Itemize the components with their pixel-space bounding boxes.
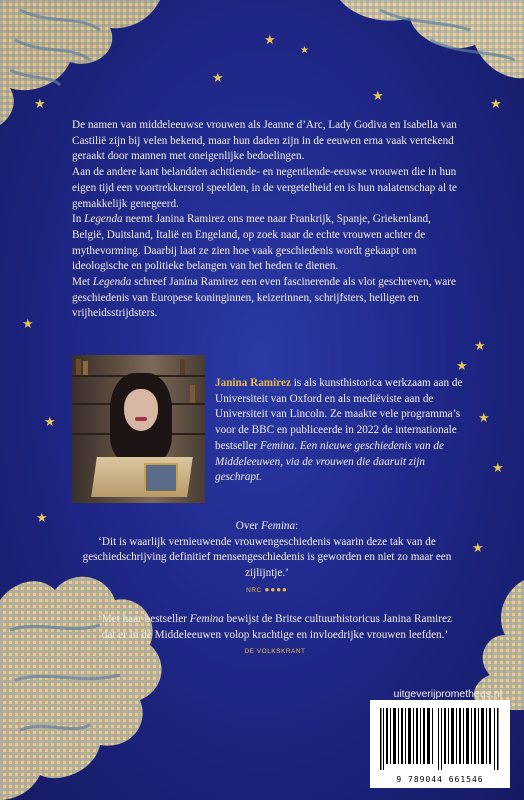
- star-icon: ★: [474, 339, 486, 354]
- author-photo: [72, 355, 205, 503]
- quote-text: [90, 612, 460, 643]
- star-icon: ★: [300, 45, 309, 56]
- book-title: Femina: [260, 439, 295, 452]
- book-title: Legenda: [84, 213, 123, 226]
- star-icon: ★: [264, 33, 276, 48]
- text-span: ‘Met haar bestseller: [98, 613, 190, 625]
- quote-heading: [72, 519, 462, 535]
- review-quote-volkskrant: [90, 612, 460, 660]
- isbn-barcode: [370, 700, 510, 788]
- star-icon: ★: [212, 71, 224, 86]
- publisher-url: uitgeverijprometheus.nl: [393, 688, 502, 700]
- text-span: .: [294, 439, 300, 452]
- text-span: :: [295, 520, 299, 532]
- source-label: DE VOLKSKRANT: [244, 648, 306, 656]
- book-subtitle: Een nieuwe geschiedenis van de Middeleeuwen, via de vrouwen die daaruit zijn geschrapt.: [215, 439, 444, 484]
- text-span: Met: [72, 276, 93, 289]
- star-icon: ★: [44, 415, 56, 430]
- source-label: NRC: [246, 586, 262, 594]
- blurb-paragraph-2: Aan de andere kant belandden achttiende- en negentiende-eeuwse vrouwen die in hun eigen tijd een voortrekkersrol speelden, in de vergetelheid en is hun nalatenschap al te gemakkelijk genegeerd.: [72, 166, 458, 210]
- mosaic-cloud-top-left: [0, 0, 160, 130]
- rating-dots: ●●●●: [264, 584, 288, 594]
- star-icon: ★: [36, 511, 48, 526]
- quote-text: ‘Dit is waarlijk vernieuwende vrouwengeschiedenis waarin deze tak van de geschiedschrijving definitief mensengeschiedenis is geworden en niet zo maar een zijlijntje.’: [82, 535, 452, 580]
- author-bio: [215, 376, 465, 486]
- text-span: schreef Janina Ramirez een even fascinerende als vlot geschreven, ware geschiedenis van Europese koninginnen, keizerinnen, schrijfsters, heiligen en vrijheidsstrijdsters.: [72, 276, 456, 320]
- barcode-digits: 9 789044 661546: [396, 775, 484, 784]
- book-title: Femina: [260, 520, 296, 532]
- star-icon: ★: [490, 97, 502, 112]
- blurb-paragraph-1: De namen van middeleeuwse vrouwen als Jeanne d’Arc, Lady Godiva en Isabella van Castilië zijn bij velen bekend, maar hun daden zijn in de eeuwen erna vaak vertekend geraakt door mannen met oneigenlijke bedoelingen.: [72, 119, 457, 163]
- barcode-bars: [380, 708, 500, 770]
- blurb: [72, 118, 462, 322]
- star-icon: ★: [372, 89, 384, 104]
- star-icon: ★: [456, 359, 468, 374]
- blurb-paragraph-3: [72, 212, 462, 275]
- text-span: In: [72, 213, 85, 226]
- review-quote-nrc: [72, 519, 462, 599]
- text-span: neemt Janina Ramirez ons mee naar Frankrijk, Spanje, Griekenland, België, Duitsland, Italië en Engeland, op zoek naar de echte vrouwen achter de mythevorming. Daarbij laat ze zien hoe vaak geschiedenis wordt gekaapt om ideologische en politieke belangen van het heden te dienen.: [72, 213, 431, 273]
- author-name: Janina Ramirez: [215, 377, 291, 389]
- book-title: Legenda: [92, 276, 132, 289]
- blurb-paragraph-4: [72, 275, 462, 322]
- text-span: Over: [235, 520, 261, 532]
- book-title: Femina: [189, 613, 224, 625]
- star-icon: ★: [472, 541, 484, 556]
- text-span: bewijst de Britse cultuurhistoricus Janina Ramirez dat er in de Middeleeuwen volop krachtige en invloedrijke vrouwen leefden.’: [101, 613, 452, 641]
- star-icon: ★: [34, 97, 46, 112]
- mosaic-cloud-top-right: [300, 0, 524, 110]
- star-icon: ★: [22, 317, 34, 332]
- bio-text: is als kunsthistorica werkzaam aan de Universiteit van Oxford en als mediëviste aan de Universiteit van Lincoln. Ze maakte vele programma’s voor de BBC en publiceerde in 2022 de internationale bestseller: [215, 377, 463, 452]
- star-icon: ★: [478, 411, 490, 426]
- quote-source: [72, 582, 462, 599]
- quote-source: [90, 643, 460, 660]
- star-icon: ★: [492, 461, 504, 476]
